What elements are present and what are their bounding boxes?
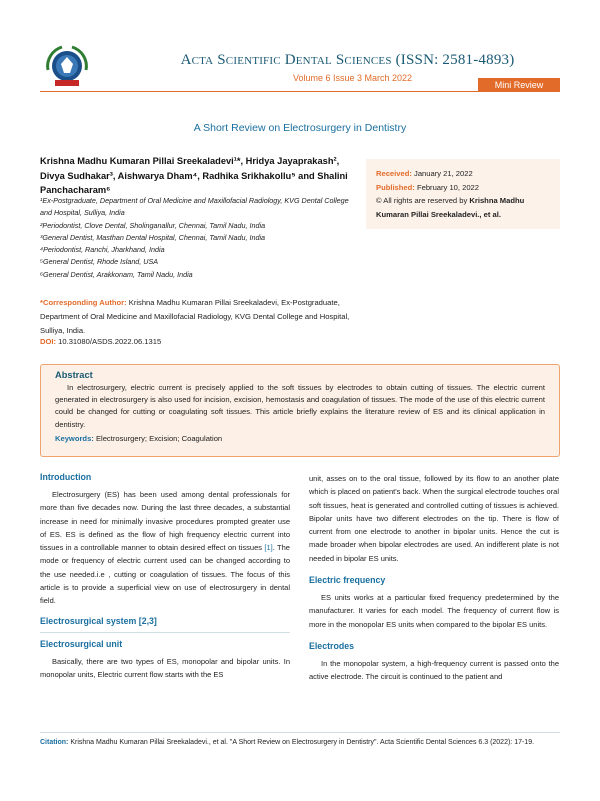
dates-box bbox=[366, 159, 560, 229]
abstract-body: In electrosurgery, electric current is precisely applied to the soft tissues by electrodes to obtain cutting of tissues. The electric current generated in electrosurgery is also used for incision, excision, hemostasis and coagulation of tissues. The mode of the use of this electric current could be changed for cutting or coagulating soft tissues. This article briefly explains the literature review of ES and its clinical application in dentistry. bbox=[55, 383, 545, 429]
published-row bbox=[376, 181, 552, 195]
electrodes-heading: Electrodes bbox=[309, 640, 354, 651]
keywords bbox=[55, 434, 545, 443]
received-label: Received: bbox=[376, 169, 412, 178]
published-date: February 10, 2022 bbox=[416, 182, 480, 192]
system-heading: Electrosurgical system [2,3] bbox=[40, 615, 157, 626]
corresponding-text: Krishna Madhu Kumaran Pillai Sreekaladevi, Ex-Postgraduate, Department of Oral Medicine and Maxillofacial Radiology, KVG Dental College and Hospital, Sulliya, India. bbox=[40, 298, 350, 335]
doi-link[interactable]: 10.31080/ASDS.2022.06.1315 bbox=[58, 337, 162, 346]
unit-paragraph: Basically, there are two types of ES, monopolar and bipolar units. In monopolar units, Electric current flow starts with the ES bbox=[40, 656, 290, 679]
keywords-text: Electrosurgery; Excision; Coagulation bbox=[95, 433, 223, 443]
corresponding-author bbox=[40, 296, 360, 338]
keywords-label: Keywords: bbox=[55, 433, 94, 443]
doi bbox=[40, 337, 161, 346]
affiliation-item: ²Periodontist, Clove Dental, Sholinganallur, Chennai, Tamil Nadu, India bbox=[40, 220, 266, 230]
article-type-badge: Mini Review bbox=[478, 78, 560, 92]
section-divider bbox=[40, 632, 290, 633]
received-row bbox=[376, 167, 552, 181]
journal-title: Acta Scientific Dental Sciences (ISSN: 2581-4893) bbox=[180, 52, 515, 68]
frequency-paragraph: ES units works at a particular fixed frequency predetermined by the manufacturer. It varies for each model. The frequency of current flow is more in the monopolar ES units when compared to the bipolar ES units. bbox=[309, 593, 559, 629]
frequency-heading: Electric frequency bbox=[309, 575, 386, 586]
affiliation-item: ⁵General Dentist, Rhode Island, USA bbox=[40, 257, 159, 267]
affiliation-list bbox=[40, 195, 355, 281]
footer-divider bbox=[40, 732, 560, 733]
author-list: Krishna Madhu Kumaran Pillai Sreekaladevi¹*, Hridya Jayaprakash², Divya Sudhakar³, Aishwarya Dham⁴, Radhika Srikhakollu⁵ and Shalini Panchacharam⁶ bbox=[40, 156, 348, 195]
citation-text: Krishna Madhu Kumaran Pillai Sreekaladevi., et al. "A Short Review on Electrosurgery in Dentistry". Acta Scientific Dental Sciences 6.3 (2022): 17-19. bbox=[70, 739, 535, 746]
rights-row bbox=[376, 194, 552, 221]
electrodes-paragraph: In the monopolar system, a high-frequency current is passed onto the active electrode. The circuit is continued to the patient and bbox=[309, 658, 559, 682]
right-column bbox=[309, 472, 559, 684]
intro-paragraph bbox=[40, 488, 290, 608]
abstract-box bbox=[40, 364, 560, 457]
citation-footer bbox=[40, 737, 560, 748]
affiliation-item: ⁴Periodontist, Ranchi, Jharkhand, India bbox=[40, 245, 165, 255]
corresponding-label: *Corresponding Author: bbox=[40, 298, 127, 307]
doi-label: DOI: bbox=[40, 337, 57, 346]
intro-text-b: . The mode or frequency of electric current used can be changed according to the use needed.i.e , cutting or coagulation of tissues. The focus of this article is to provide a superficial view on use of electrosurgery in dental field. bbox=[40, 543, 290, 606]
published-label: Published: bbox=[376, 182, 415, 192]
issue-info: Volume 6 Issue 3 March 2022 bbox=[292, 73, 413, 83]
affiliation-item: ¹Ex-Postgraduate, Department of Oral Medicine and Maxillofacial Radiology, KVG Dental College and Hospital, Sulliya, India bbox=[40, 196, 349, 218]
citation-label: Citation: bbox=[40, 739, 69, 746]
abstract-heading: Abstract bbox=[55, 370, 93, 380]
header-divider bbox=[40, 91, 560, 92]
intro-heading: Introduction bbox=[40, 472, 92, 482]
rights-holder: Krishna Madhu Kumaran Pillai Sreekaladevi., et al. bbox=[376, 196, 525, 219]
received-date: January 21, 2022 bbox=[414, 169, 473, 178]
affiliation-item: ⁶General Dentist, Arakkonam, Tamil Nadu, India bbox=[40, 269, 193, 279]
citation-link[interactable]: [1] bbox=[264, 543, 273, 553]
unit-heading: Electrosurgical unit bbox=[40, 638, 123, 649]
rights-prefix: © All rights are reserved by bbox=[376, 196, 468, 205]
affiliation-item: ³General Dentist, Masthan Dental Hospital, Chennai, Tamil Nadu, India bbox=[40, 232, 266, 242]
left-column bbox=[40, 472, 290, 681]
continued-paragraph: unit, asses on to the oral tissue, followed by its flow to an another plate which is placed on patient's back. When the surgical electrode touches oral soft tissues, heat is generated and controlled cutting of tissues is achieved. Bipolar units have two different electrodes on the tip. There is flow of current from one electrode to another in bipolar units. Hence the cut is made broader when bipolar electrodes are used. An indifferent plate is not needed in bipolar ES units. bbox=[309, 474, 559, 563]
intro-text-a: Electrosurgery (ES) has been used among dental professionals for more than five decades now. During the last three decades, a substantial increase in need for minimally invasive procedures prompted greater use of ES. ES is defined as the flow of high frequency electric current into tissues in a controllable manner to obtain desired effect on tissues bbox=[40, 490, 290, 553]
article-title: A Short Review on Electrosurgery in Dentistry bbox=[193, 122, 407, 134]
